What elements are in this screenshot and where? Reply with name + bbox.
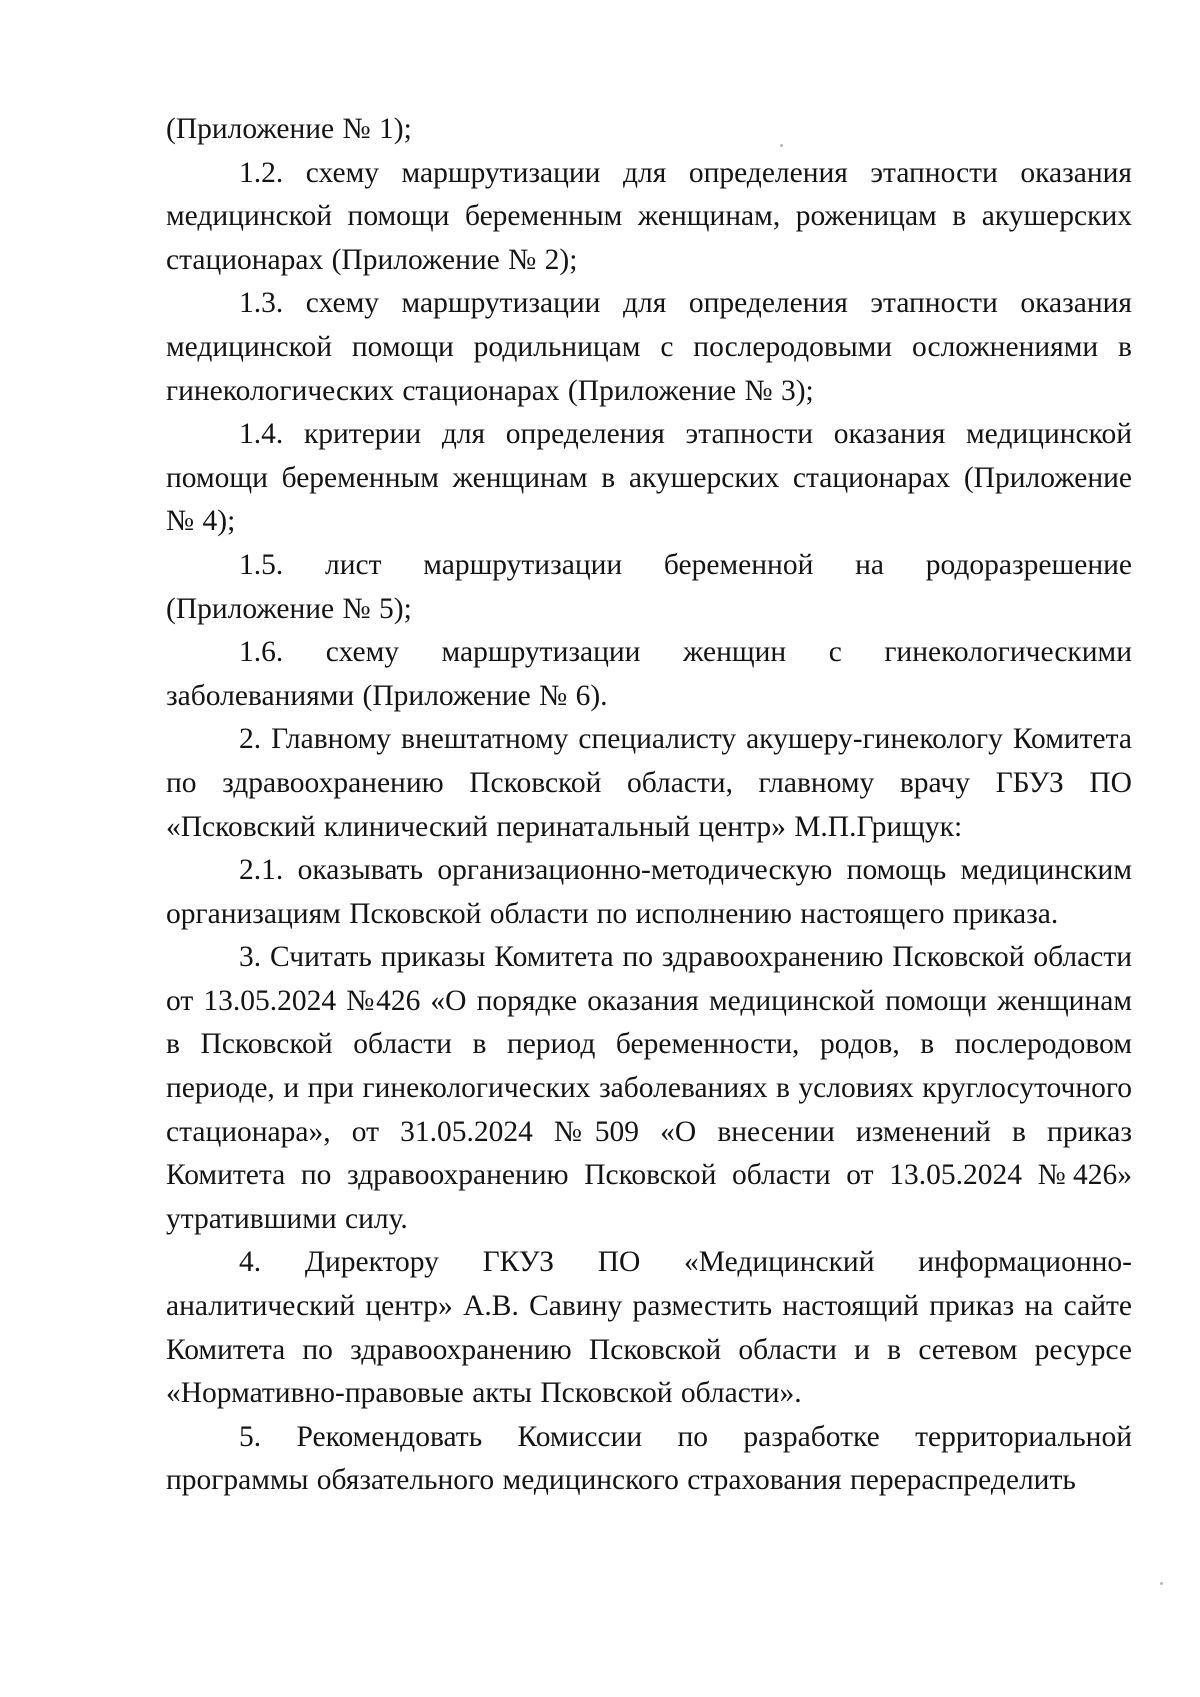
scan-speck xyxy=(780,144,783,147)
paragraph-1-4: 1.4. критерии для определения этапности оказания медицинской помощи беременным женщинам в акушерских стационарах (Приложение № 4); xyxy=(166,418,1132,538)
paragraph-5: 5. Рекомендовать Комиссии по разработке территориальной программы обязательного медицинского страхования перераспределить xyxy=(166,1420,1132,1497)
paragraph-3: 3. Считать приказы Комитета по здравоохранению Псковской области от 13.05.2024 №426 «О порядке оказания медицинской помощи женщинам в Псковской области в период беременности, родов, в послеродовом периоде, и при гинекологических заболеваниях в условиях круглосуточного стационара», от 31.05.2024 №509 «О внесении изменений в приказ Комитета по здравоохранению Псковской области от 13.05.2024 №426» утратившими силу. xyxy=(166,941,1132,1235)
scan-speck xyxy=(1160,1582,1163,1585)
paragraph-appendix-1-tail: (Приложение № 1); xyxy=(166,113,412,145)
paragraph-1-6: 1.6. схему маршрутизации женщин с гинекологическими заболеваниями (Приложение № 6). xyxy=(166,636,1132,712)
paragraph-1-5: 1.5. лист маршрутизации беременной на родоразрешение (Приложение № 5); xyxy=(166,548,1132,625)
document-body xyxy=(166,108,1132,1503)
paragraph-2-1: 2.1. оказывать организационно-методическую помощь медицинским организациям Псковской области по исполнению настоящего приказа. xyxy=(166,854,1132,930)
paragraph-4: 4. Директору ГКУЗ ПО «Медицинский информационно-аналитический центр» А.В. Савину разместить настоящий приказ на сайте Комитета по здравоохранению Псковской области и в сетевом ресурсе «Нормативно-правовые акты Псковской области». xyxy=(166,1246,1132,1410)
paragraph-1-3: 1.3. схему маршрутизации для определения этапности оказания медицинской помощи родильницам с послеродовыми осложнениями в гинекологических стационарах (Приложение № 3); xyxy=(166,287,1132,407)
paragraph-1-2: 1.2. схему маршрутизации для определения этапности оказания медицинской помощи беременным женщинам, роженицам в акушерских стационарах (Приложение № 2); xyxy=(166,156,1132,276)
paragraph-2: 2. Главному внештатному специалисту акушеру-гинекологу Комитета по здравоохранению Псковской области, главному врачу ГБУЗ ПО «Псковский клинический перинатальный центр» М.П.Грищук: xyxy=(166,723,1132,843)
